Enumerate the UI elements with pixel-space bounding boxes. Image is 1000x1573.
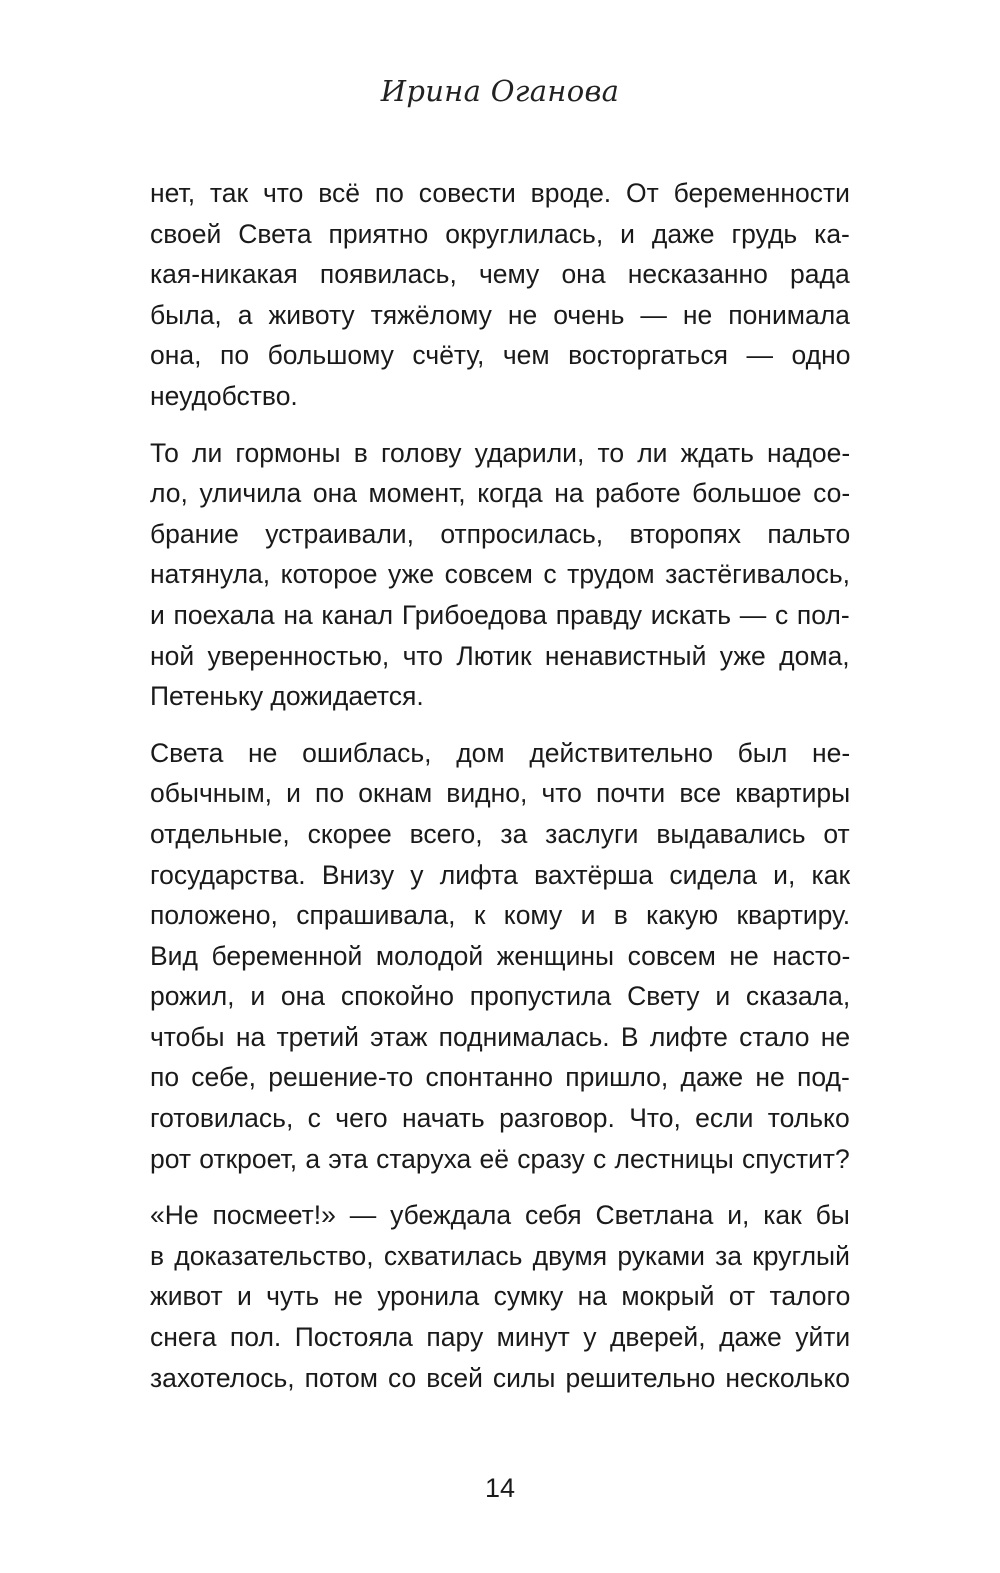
text-line: ло, уличила она момент, когда на работе большое со- <box>150 478 851 509</box>
page-number: 14 <box>484 1473 516 1503</box>
text-line: государства. Внизу у лифта вахтёрша сидела и, как <box>150 859 851 890</box>
text-line: рот откроет, а эта старуха её сразу с лестницы спустит? <box>150 1143 850 1174</box>
text-line: натянула, которое уже совсем с трудом застёгивалось, <box>150 559 850 590</box>
paragraph-3 <box>150 733 850 1180</box>
text-line: брание устраивали, отпросилась, второпях пальто <box>150 518 851 549</box>
text-line: нет, так что всё по совести вроде. От беременности <box>150 178 850 208</box>
text-line: неудобство. <box>150 380 298 411</box>
text-line: захотелось, потом со всей силы решительно несколько <box>150 1362 850 1393</box>
text-line: положено, спрашивала, к кому и в какую квартиру. <box>150 900 851 931</box>
text-line: готовилась, с чего начать разговор. Что, если только <box>150 1103 850 1134</box>
text-line: и поехала на канал Грибоедова правду искать — с пол- <box>150 599 850 630</box>
text-line: Петеньку дожидается. <box>150 681 424 712</box>
text-line: живот и чуть не уронила сумку на мокрый от талого <box>150 1281 851 1312</box>
text-line: в доказательство, схватилась двумя руками за круглый <box>150 1240 850 1271</box>
text-line: чтобы на третий этаж поднималась. В лифте стало не <box>150 1021 851 1052</box>
text-line: своей Света приятно округлилась, и даже грудь ка- <box>150 218 850 249</box>
body-text <box>150 173 850 1398</box>
text-line: То ли гормоны в голову ударили, то ли ждать надое- <box>150 437 851 468</box>
text-line: снега пол. Постояла пару минут у дверей, даже уйти <box>150 1322 851 1353</box>
text-line: по себе, решение-то спонтанно пришло, даже не под- <box>150 1062 850 1093</box>
paragraph-2 <box>150 433 850 717</box>
text-line: Вид беременной молодой женщины совсем не насто- <box>150 940 851 971</box>
text-line: она, по большому счёту, чем восторгаться — одно <box>150 340 851 371</box>
paragraph-1 <box>150 173 850 417</box>
text-line: кая-никакая появилась, чему она несказанно рада <box>150 259 850 290</box>
text-line: обычным, и по окнам видно, что почти все квартиры <box>150 778 851 809</box>
text-line: ной уверенностью, что Лютик ненавистный уже дома, <box>150 640 850 671</box>
text-line: Света не ошиблась, дом действительно был не- <box>150 737 851 768</box>
paragraph-4 <box>150 1195 850 1398</box>
text-line: отдельные, скорее всего, за заслуги выдавались от <box>150 818 850 849</box>
text-line: была, а животу тяжёлому не очень — не понимала <box>150 299 850 330</box>
running-head-author: Ирина Оганова <box>380 74 620 108</box>
text-line: «Не посмеет!» — убеждала себя Светлана и, как бы <box>150 1200 850 1231</box>
text-line: рожил, и она спокойно пропустила Свету и сказала, <box>150 981 851 1012</box>
